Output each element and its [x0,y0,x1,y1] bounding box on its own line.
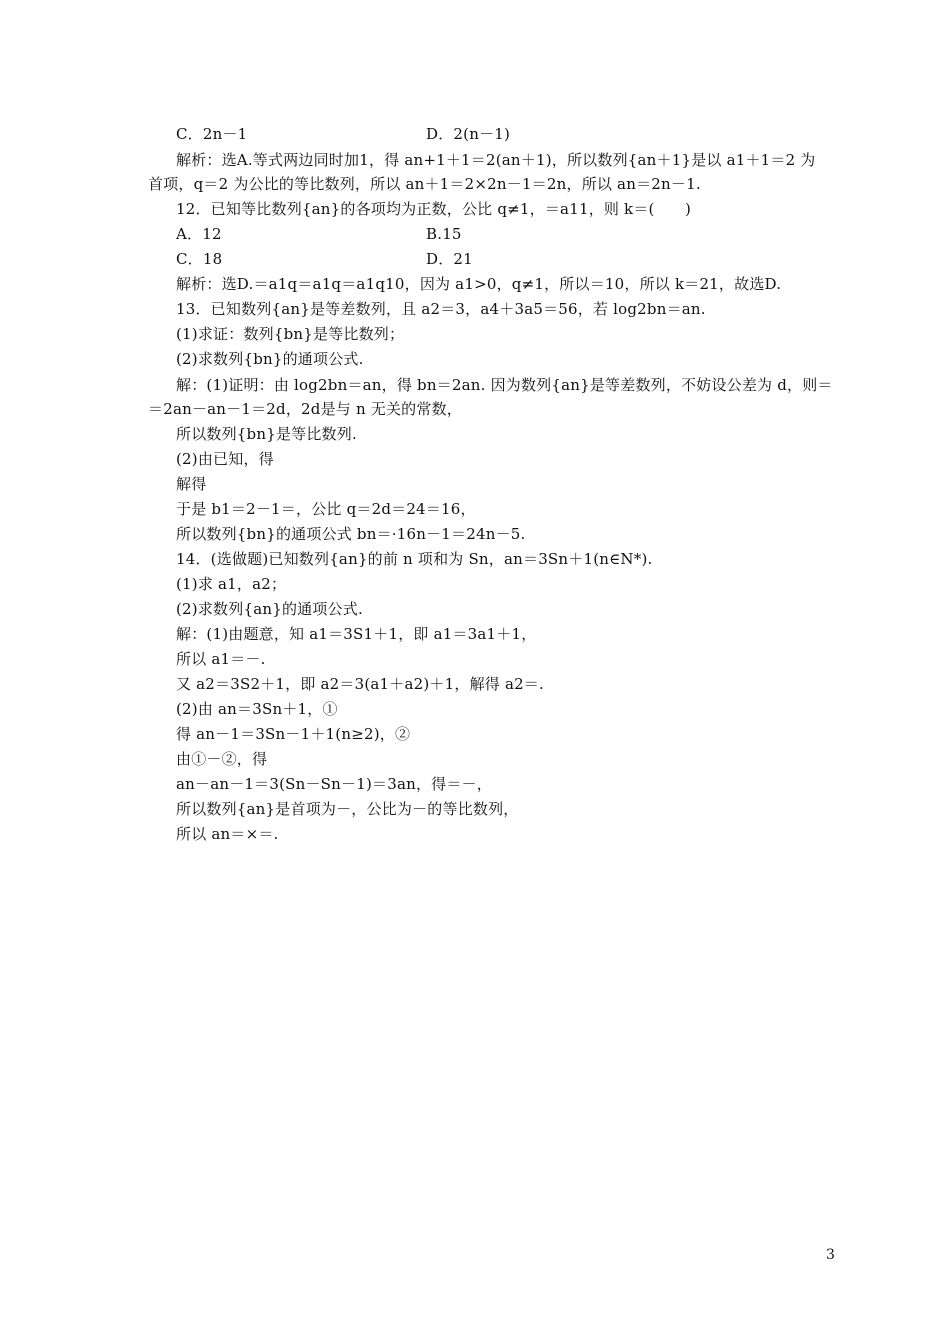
q13-solution-line6: 于是 b1＝2－1＝，公比 q＝2d＝24＝16， [176,500,476,518]
option-c-q12: C．18 [176,250,223,268]
q14-solution-line4: (2)由 an＝3Sn＋1，① [176,700,338,718]
q13-question: 13．已知数列{an}是等差数列，且 a2＝3，a4＋3a5＝56，若 log2bn＝an. [176,300,706,318]
q13-solution-line3: 所以数列{bn}是等比数列. [176,425,357,443]
q13-solution-line2: ＝2an－an－1＝2d，2d是与 n 无关的常数， [148,400,462,418]
q14-solution-line7: an－an－1＝3(Sn－Sn－1)＝3an，得＝－， [176,775,492,793]
q13-part2: (2)求数列{bn}的通项公式. [176,350,364,368]
q13-part1: (1)求证：数列{bn}是等比数列； [176,325,405,343]
q13-solution-line7: 所以数列{bn}的通项公式 bn＝·16n－1＝24n－5. [176,525,526,543]
page-number: 3 [826,1247,835,1263]
q14-solution-line1: 解：(1)由题意，知 a1＝3S1＋1，即 a1＝3a1＋1， [176,625,537,643]
q14-question: 14．(选做题)已知数列{an}的前 n 项和为 Sn，an＝3Sn＋1(n∈N*). [176,550,653,568]
q14-part1: (1)求 a1，a2； [176,575,287,593]
q14-solution-line9: 所以 an＝×＝. [176,825,279,843]
q12-solution: 解析：选D.＝a1q＝a1q＝a1q10，因为 a1>0，q≠1，所以＝10，所以 k＝21，故选D. [176,275,782,293]
option-b-q12: B.15 [426,225,462,243]
q11-solution-line1: 解析：选A.等式两边同时加1，得 an+1＋1＝2(an＋1)，所以数列{an＋1}是以 a1＋1＝2 为 [176,151,816,169]
q14-solution-line3: 又 a2＝3S2＋1，即 a2＝3(a1＋a2)＋1，解得 a2＝. [176,675,545,693]
q13-solution-line1: 解：(1)证明：由 log2bn＝an，得 bn＝2an. 因为数列{an}是等差数列，不妨设公差为 d，则＝ [176,376,833,394]
q14-solution-line8: 所以数列{an}是首项为－，公比为－的等比数列， [176,800,519,818]
q14-part2: (2)求数列{an}的通项公式. [176,600,363,618]
q12-question: 12．已知等比数列{an}的各项均为正数，公比 q≠1，＝a11，则 k＝( ) [176,200,692,218]
q14-solution-line5: 得 an－1＝3Sn－1＋1(n≥2)，② [176,725,411,743]
option-c-q11: C．2n－1 [176,125,248,143]
q13-solution-line5: 解得 [176,475,207,493]
q11-solution-line2: 首项，q＝2 为公比的等比数列，所以 an＋1＝2×2n－1＝2n，所以 an＝2n－1. [148,175,701,193]
option-d-q11: D．2(n－1) [426,125,511,143]
q14-solution-line6: 由①－②，得 [176,750,268,768]
option-d-q12: D．21 [426,250,473,268]
q13-solution-line4: (2)由已知，得 [176,450,274,468]
q14-solution-line2: 所以 a1＝－. [176,650,266,668]
option-a-q12: A．12 [176,225,222,243]
